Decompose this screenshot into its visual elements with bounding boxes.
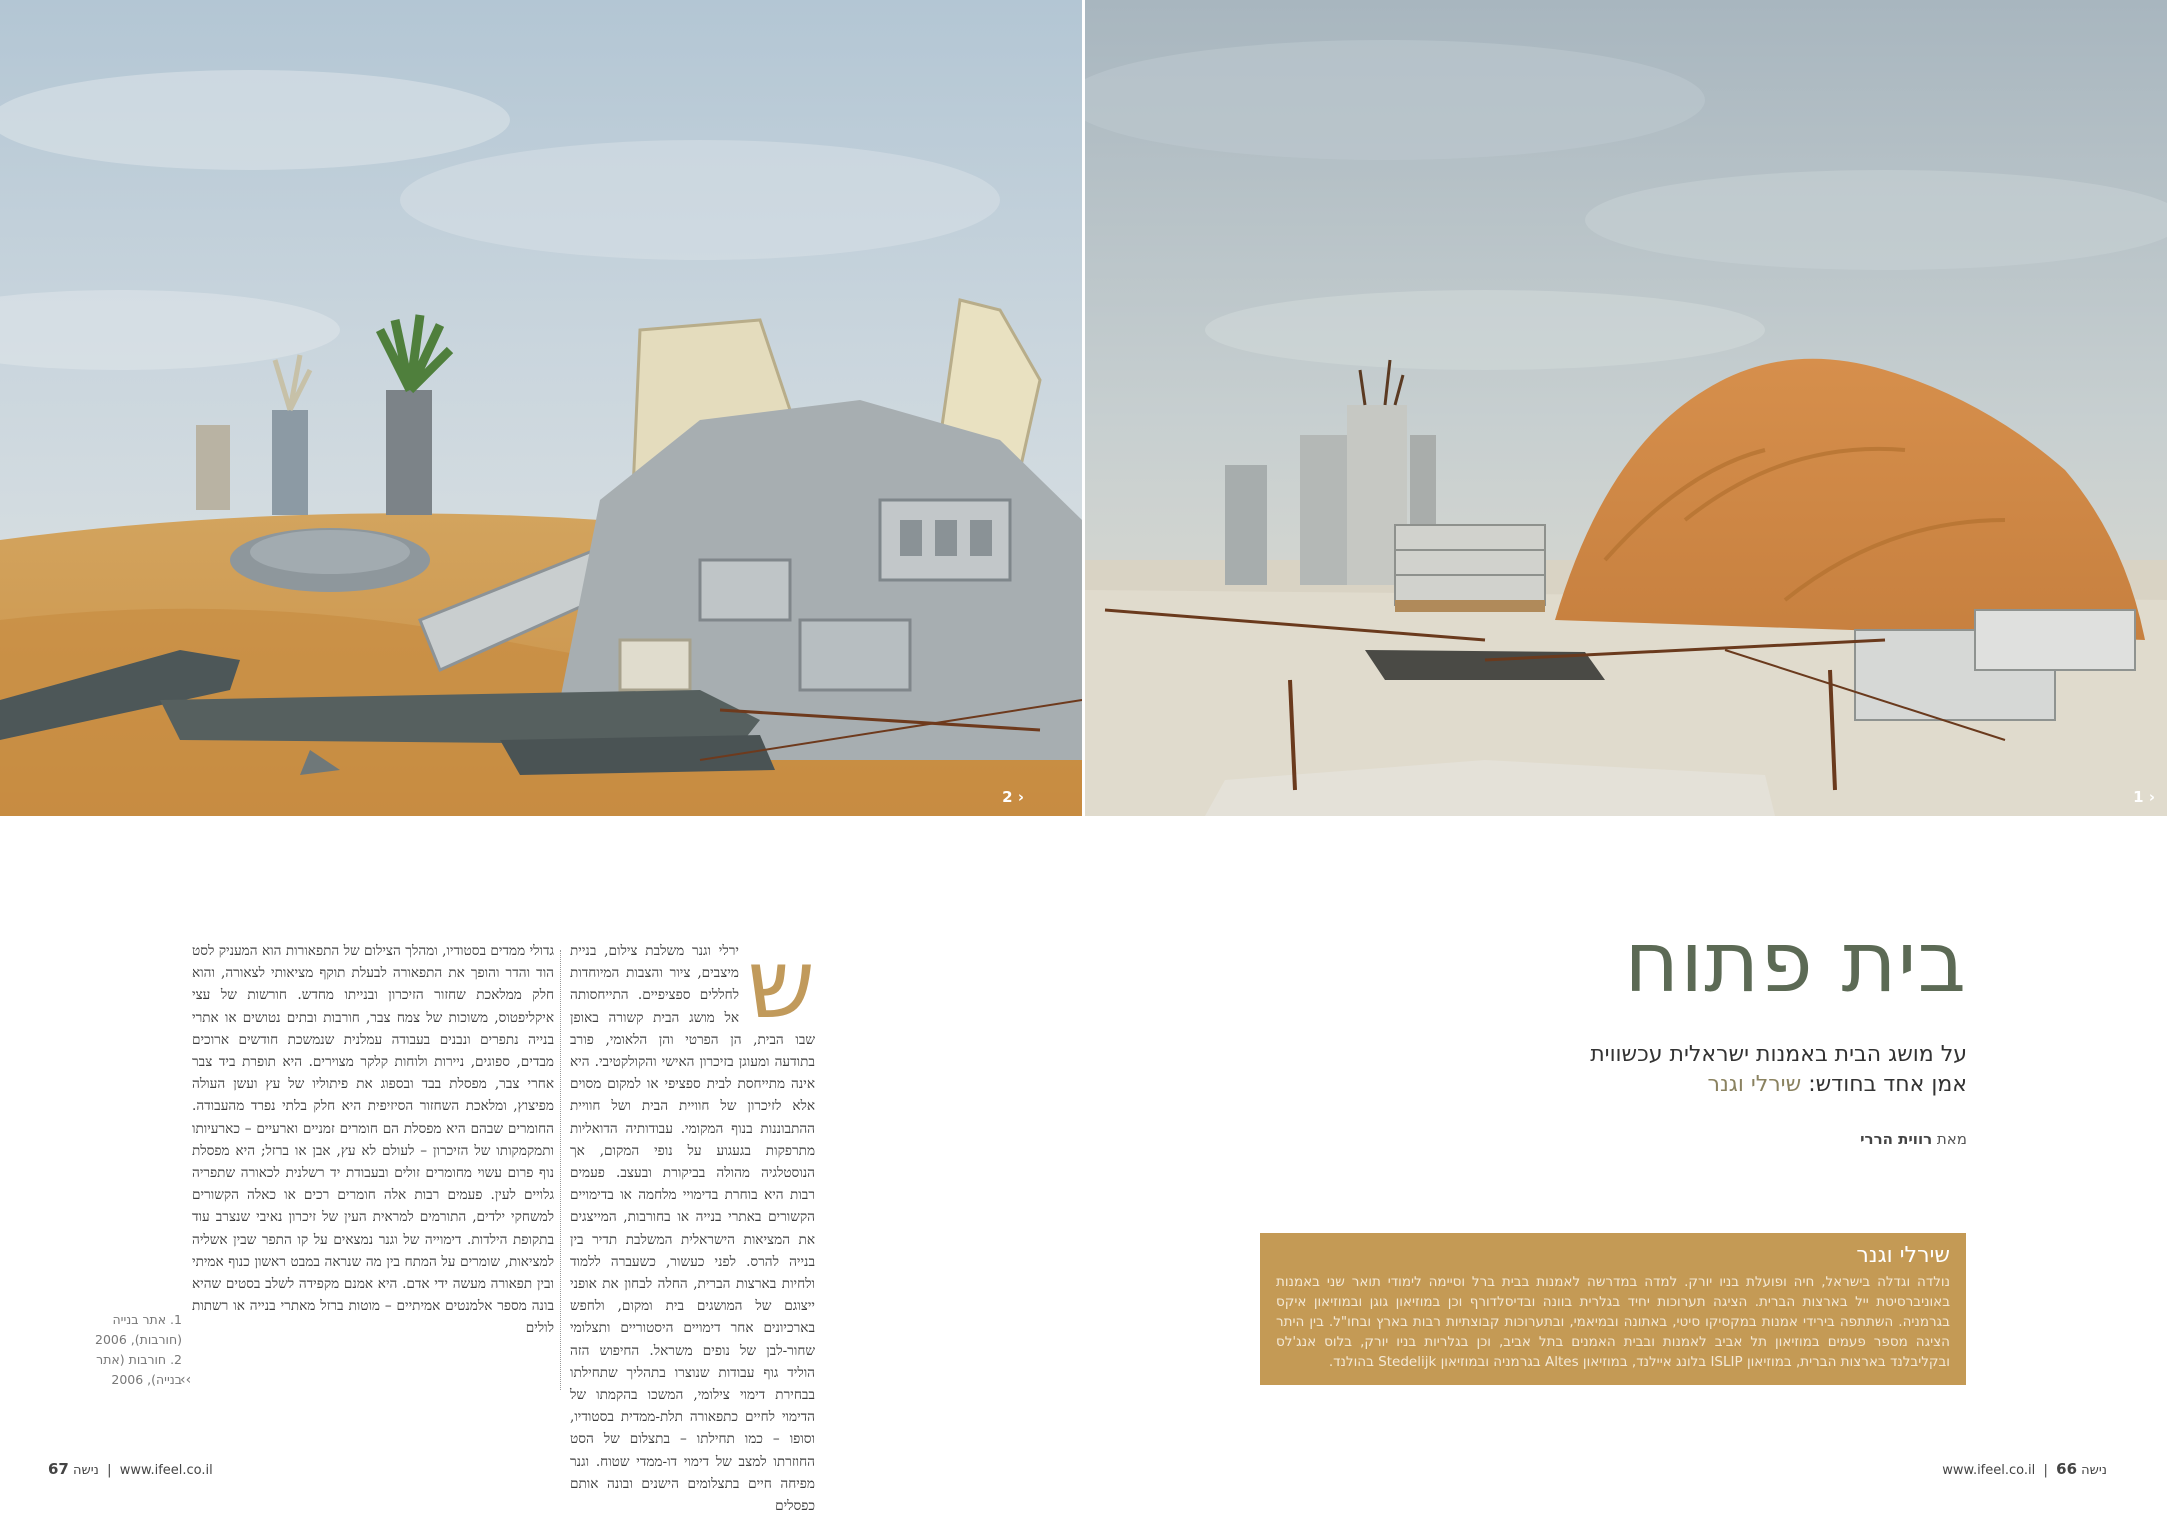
caption-line: 1. אתר בנייה	[112, 1312, 182, 1327]
photo-number-1: 1 ›	[2133, 788, 2155, 806]
caption-line: (חורבות), 2006	[95, 1332, 182, 1347]
caption-line: 2. חורבות (אתר	[96, 1352, 182, 1367]
artist-bio-box	[1260, 1233, 1966, 1385]
body-column-1	[570, 928, 815, 1517]
bio-title: שירלי וגנר	[1856, 1243, 1950, 1268]
footer-magazine: נישה	[73, 1463, 99, 1478]
footer-left: 67 נישה | www.ifeel.co.il	[48, 1460, 213, 1478]
column-2-text: גדולי ממדים בסטודיו, ומהלך הצילום של התפאורות הוא המעניק לסט הוד והדר והופך את התפאורה לבעלת תוקף מציאותי לצאורה, והוא חלק ממלאכת שחזור הזיכרון ובנייתו מחדש. חורשות של עצי איקליפטוס, משוכות של צמח צבר, חורבות ובתים נטושים או אתרי בנייה נתפרים ונבנים בעבודה עמלנית שנמשכת חודשים ארוכים מבדים, ספוגים, ניירות ולוחות קלקר מצוירים. היא תופרת ביד צבר אחרי צבר, מפסלת בבד ובספוג את פיתוליו של עץ ועשן העולה מפיצוץ, ומלאכת השחזור הסיזיפית היא חלק בלתי נפרד מהעבודה. החומרים שבהם היא מפסלת הם חומרים זמניים וארעיים – כארעיותו ותמקמקותו של הזיכרון – לעולם לא עץ, אבן או ברזל; היא מפסלת נוף פרום עשוי מחומרים זולים ובעבודת יד רשלנית לכאורה שתפריה גלויים לעין. פעמים רבות אלה חומרים רכים או כאלה הקשורים למשחקי ילדים, התורמים למראית העין של זיכרון נאיבי שנצרב עוד בתקופת הילדות. דימוייה של וגנר נמצאים על קו התפר שבין אשליה למציאות, שומרים על המתח בין מה שנראה במבט ראשון כנוף אמיתי ובין תפאורה מעשה ידי אדם. היא אמנם מקפידה לשלב בסטים שהיא בונה מספר אלמנטים אמיתיים – מוטות ברזל מאתרי בנייה או רשתות לולים	[192, 943, 554, 1337]
subtitle-line: על מושג הבית באמנות ישראלית עכשווית	[1590, 1042, 1967, 1067]
footer-url[interactable]: www.ifeel.co.il	[119, 1463, 213, 1478]
photo-captions	[82, 1310, 182, 1390]
article-title: בית פתוח	[1624, 913, 1967, 1011]
footer-right: www.ifeel.co.il | נישה 66	[1942, 1460, 2107, 1478]
caption-line: בנייה), 2006	[111, 1372, 182, 1387]
ruins-photo-image	[0, 0, 1082, 816]
article-subtitle	[1267, 1040, 1967, 1100]
page-number: 66	[2056, 1460, 2078, 1478]
byline	[1567, 1130, 1967, 1148]
photo-construction	[1085, 0, 2167, 816]
photo-number-2: 2 ›	[1002, 788, 1024, 806]
footer-url[interactable]: www.ifeel.co.il	[1942, 1463, 2036, 1478]
caption-arrow-icon: ‹‹	[180, 1372, 192, 1388]
column-divider	[560, 950, 562, 1390]
bio-text: נולדה וגדלה בישראל, חיה ופועלת בניו יורק. למדה במדרשה לאמנות בבית ברל וסיימה לימודי תואר שני באמנות באוניברסיטת ייל בארצות הברית. הציגה תערוכות יחיד בגלרית בוונה ובדיסלדורף וכן במוזיאון גוגן ובמוזיאון איקס בגרמניה. השתתפה בירידי אמנות במקסיקו סיטי, באתונה ובמיאמי, ובתערוכות קבוצתיות רבות בארץ ובחו"ל. בין היתר הציגה מספר פעמים במוזיאון תל אביב לאמנות ובבית האמנים בתל אביב, וכן בגלריות בניו יורק, בלוס אנג'לס ובקליבלנד בארצות הברית, במוזיאון ISLIP בלונג איילנד, במוזיאון Altes בגרמניה ובמוזיאון Stedelijk בהולנד.	[1276, 1274, 1950, 1370]
page-number: 67	[48, 1460, 69, 1478]
byline-author: רווית הררי	[1860, 1130, 1933, 1148]
column-1-text: ירלי וגנר משלבת צילום, בניית מיצבים, ציור והצבות המיוחדות לחללים ספציפיים. התייחסותה אל מושג הבית קשורה באופן שבו הבית, הן הפרטי והן הלאומי, פורב בתודעה ומעוגן בזיכרון האישי והקולקטיבי. היא אינה מתייחסת לבית ספציפי או למקום מסוים אלא לזיכרון של חוויית הבית ושל חוויית ההתבוננות בנוף המקומי. עבודותיה הדואליות מתרפקות בגעגוע על נופי המקום, אך הנוסטלגיה מהולה בביקורת ובעצב. פעמים רבות היא בוחרת בדימויי מלחמה או בדימויים הקשורים באתרי בנייה או בחורבות, המייצגים את המציאות הישראלית המשלבת תדיר בין בנייה להרס. לפני כעשור, כשעברה ללמוד ולחיות בארצות הברית, החלה לבחון את אופני ייצוגם של המושגים בית ומקום, ולחפש בארכיונים אחר דימויים היסטוריים ותצלומי שחור-לבן של נופים משראל. החיפוש הזה הוליד גוף עבודות שנוצרו בתהליך שתחילתו בבחירת דימוי צילומי, המשכו בהקמתו של הדימוי לחיים כתפאורה תלת-ממדית בסטודיו, וסופו – כמו תחילתו – בתצלום של הסט החוזרתו למצב של דימוי דו-ממדי שטוח. וגנר מפיחה חיים בתצלומים הישנים ובונה אותם כפסלים	[570, 943, 815, 1515]
footer-magazine: נישה	[2081, 1463, 2107, 1478]
construction-photo-image	[1085, 0, 2167, 816]
series-line	[1267, 1070, 1967, 1100]
body-column-2	[192, 940, 554, 1340]
series-label: אמן אחד בחודש:	[1808, 1072, 1967, 1097]
byline-prefix: מאת	[1936, 1130, 1967, 1148]
drop-cap: ש	[746, 928, 815, 1040]
photo-ruins	[0, 0, 1082, 816]
artist-name: שירלי וגנר	[1707, 1072, 1802, 1097]
